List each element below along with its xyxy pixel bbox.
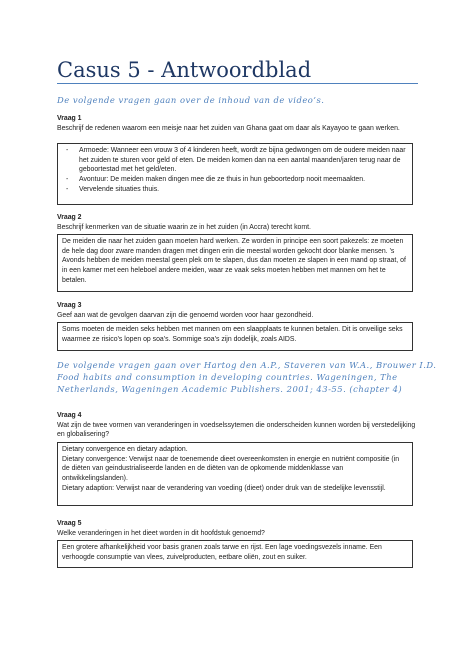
page-title: Casus 5 - Antwoordblad [57, 58, 312, 82]
question-3-label: Vraag 3 [57, 302, 82, 309]
reading-intro-text: De volgende vragen gaan over Hartog den A.P., Staveren van W.A., Brouwer I.D. Food habits and consumption in developing countries. Wageningen, The Netherlands, Wageningen Academic Publishers. 2001; 43-55. (chapter 4) [57, 360, 437, 395]
answer-4-line: Dietary convergence: Verwijst naar de toenemende dieet overeenkomsten in energie en nutriënt compositie (in de diëten van geindustrialiseerde landen en de diëten van de opkomende middenklasse van ontwikkelingslanden). [62, 455, 400, 483]
answer-4-line: Dietary adaption: Verwijst naar de verandering van voeding (dieet) onder druk van de stedelijke levensstijl. [62, 484, 386, 492]
question-4-label: Vraag 4 [57, 412, 82, 419]
answer-1-box [57, 143, 413, 205]
video-intro-text: De volgende vragen gaan over de inhoud van de video’s. [57, 95, 325, 105]
question-3-text: Geef aan wat de gevolgen daarvan zijn die genoemd worden voor haar gezondheid. [57, 311, 314, 319]
title-underline [57, 83, 418, 84]
answer-4-line: Dietary convergence en dietary adaption. [62, 446, 188, 453]
question-1 [57, 114, 421, 133]
answer-1-item: - Avontuur: De meiden maken dingen mee die ze thuis in hun geboortedorp nooit meemaakten. [62, 175, 408, 185]
answer-1-item: - Armoede: Wanneer een vrouw 3 of 4 kinderen heeft, wordt ze bijna gedwongen om de oudere meiden naar het zuiden te sturen voor geld of eten. De meiden komen dan na een aantal maanden/jaren terug naar de geboortestad met het geld/eten. [62, 146, 408, 175]
answer-2-box [57, 234, 413, 292]
question-3 [57, 301, 421, 320]
question-5 [57, 519, 421, 538]
answer-3-box [57, 322, 413, 351]
answer-1-item: - Vervelende situaties thuis. [62, 185, 408, 195]
answer-2-text: De meiden die naar het zuiden gaan moeten hard werken. Ze worden in principe een soort pakezels: ze moeten de hele dag door zware manden dragen met dingen erin die meestal worden gekocht door blanke mensen. ’s Avonds hebben de meiden meestal geen plek om te slapen, dus dan moeten ze slapen in een mand op straat, of in een kamer met een heleboel andere meiden, waar ze vaak seks moeten hebben met mannen om het te betalen. [62, 238, 406, 284]
question-2-label: Vraag 2 [57, 214, 82, 221]
question-2-text: Beschrijf kenmerken van de situatie waarin ze in het zuiden (in Accra) terecht komt. [57, 223, 311, 231]
question-4 [57, 411, 421, 440]
question-1-label: Vraag 1 [57, 115, 82, 122]
question-4-text: Wat zijn de twee vormen van veranderingen in voedselssytemen die onderscheiden kunnen worden bij verstedelijking en globalisering? [57, 421, 416, 439]
question-5-text: Welke veranderingen in het dieet worden in dit hoofdstuk genoemd? [57, 529, 265, 537]
answer-3-text: Soms moeten de meiden seks hebben met mannen om een slaapplaats te kunnen betalen. Dit is onveilige seks waarmee ze risico’s lopen op soa’s. Sommige soa’s zijn dodelijk, zoals AIDS. [62, 326, 403, 343]
question-1-text: Beschrijf de redenen waarom een meisje naar het zuiden van Ghana gaat om daar als Kayayoo te gaan werken. [57, 124, 400, 132]
question-2 [57, 213, 421, 232]
answer-5-box [57, 540, 413, 568]
answer-5-text: Een grotere afhankelijkheid voor basis granen zoals tarwe en rijst. Een lage voedingsvezels inname. Een verhoogde consumptie van vlees, zuivelproducten, eetbare oliën, zout en suiker. [62, 544, 382, 561]
question-5-label: Vraag 5 [57, 520, 82, 527]
answer-4-box [57, 442, 413, 506]
